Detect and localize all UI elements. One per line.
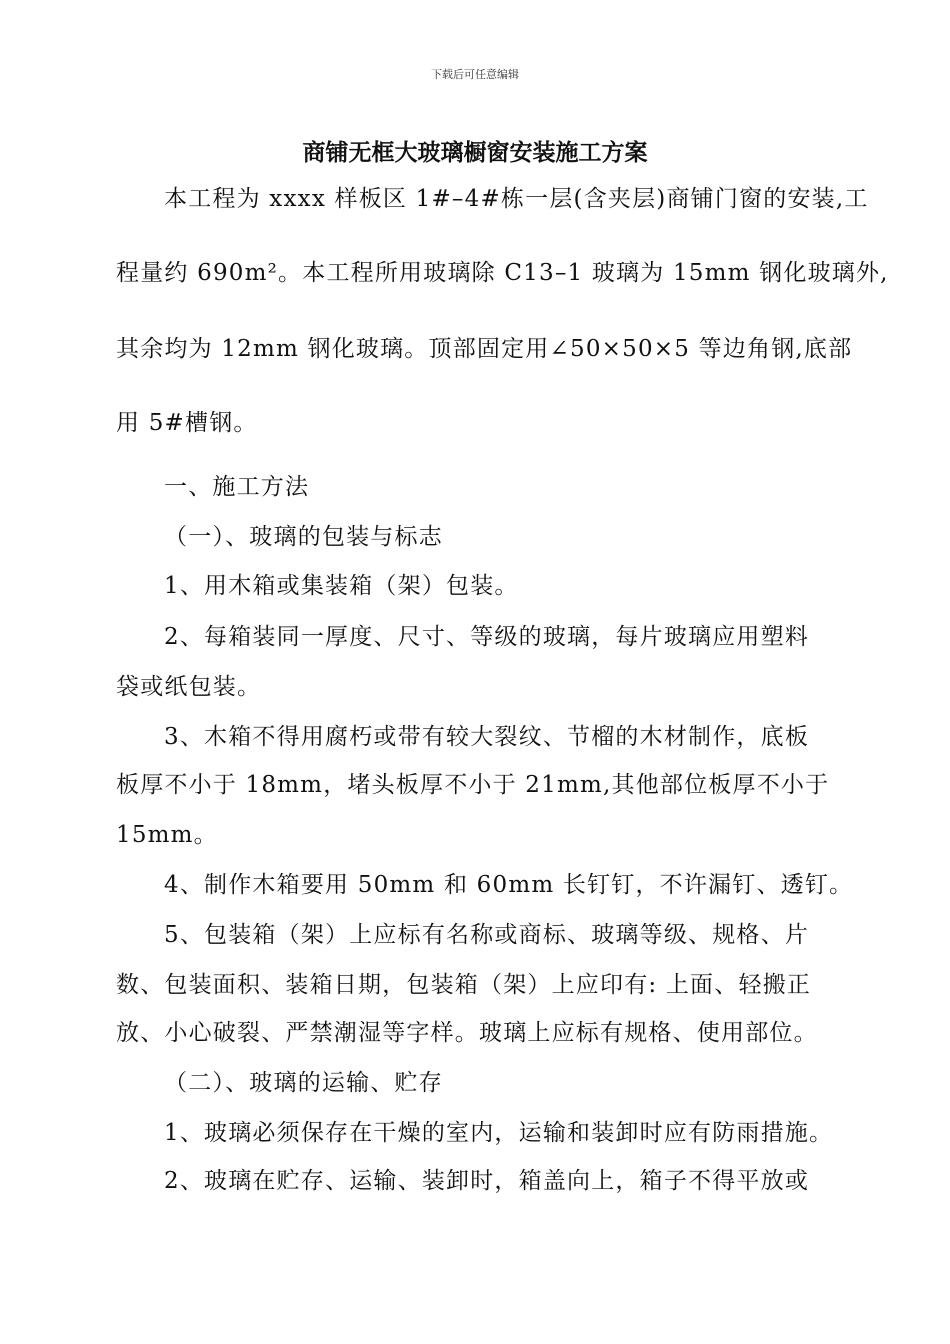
paragraph-line: 放、小心破裂、严禁潮湿等字样。玻璃上应标有规格、使用部位。	[116, 1020, 818, 1046]
paragraph-line: 1、用木箱或集装箱（架）包装。	[164, 573, 519, 599]
document-title: 商铺无框大玻璃橱窗安装施工方案	[302, 140, 648, 166]
subsection-heading: （二）、玻璃的运输、贮存	[164, 1070, 443, 1096]
paragraph-line: 用 5#槽钢。	[116, 410, 258, 436]
paragraph-line: 1、玻璃必须保存在干燥的室内，运输和装卸时应有防雨措施。	[164, 1120, 834, 1146]
header-note: 下载后可任意编辑	[431, 68, 519, 81]
section-heading: 一、施工方法	[164, 474, 310, 500]
subsection-heading: （一）、玻璃的包装与标志	[164, 524, 443, 550]
paragraph-line: 其余均为 12mm 钢化玻璃。顶部固定用∠50×50×5 等边角钢,底部	[116, 336, 853, 362]
paragraph-line: 2、每箱装同一厚度、尺寸、等级的玻璃，每片玻璃应用塑料	[164, 624, 810, 650]
paragraph-line: 5、包装箱（架）上应标有名称或商标、玻璃等级、规格、片	[164, 922, 810, 948]
paragraph-line: 程量约 690m²。本工程所用玻璃除 C13–1 玻璃为 15mm 钢化玻璃外,	[116, 260, 889, 286]
paragraph-line: 板厚不小于 18mm，堵头板厚不小于 21mm,其他部位板厚不小于	[116, 772, 830, 798]
paragraph-line: 3、木箱不得用腐朽或带有较大裂纹、节榴的木材制作，底板	[164, 724, 810, 750]
paragraph-line: 2、玻璃在贮存、运输、装卸时，箱盖向上，箱子不得平放或	[164, 1168, 810, 1194]
paragraph-line: 本工程为 xxxx 样板区 1#–4#栋一层(含夹层)商铺门窗的安装,工	[164, 186, 869, 212]
paragraph-line: 4、制作木箱要用 50mm 和 60mm 长钉钉，不许漏钉、透钉。	[164, 872, 854, 898]
paragraph-line: 数、包装面积、装箱日期，包装箱（架）上应印有: 上面、轻搬正	[116, 972, 812, 998]
paragraph-line: 袋或纸包装。	[116, 674, 262, 700]
paragraph-line: 15mm。	[116, 822, 218, 848]
